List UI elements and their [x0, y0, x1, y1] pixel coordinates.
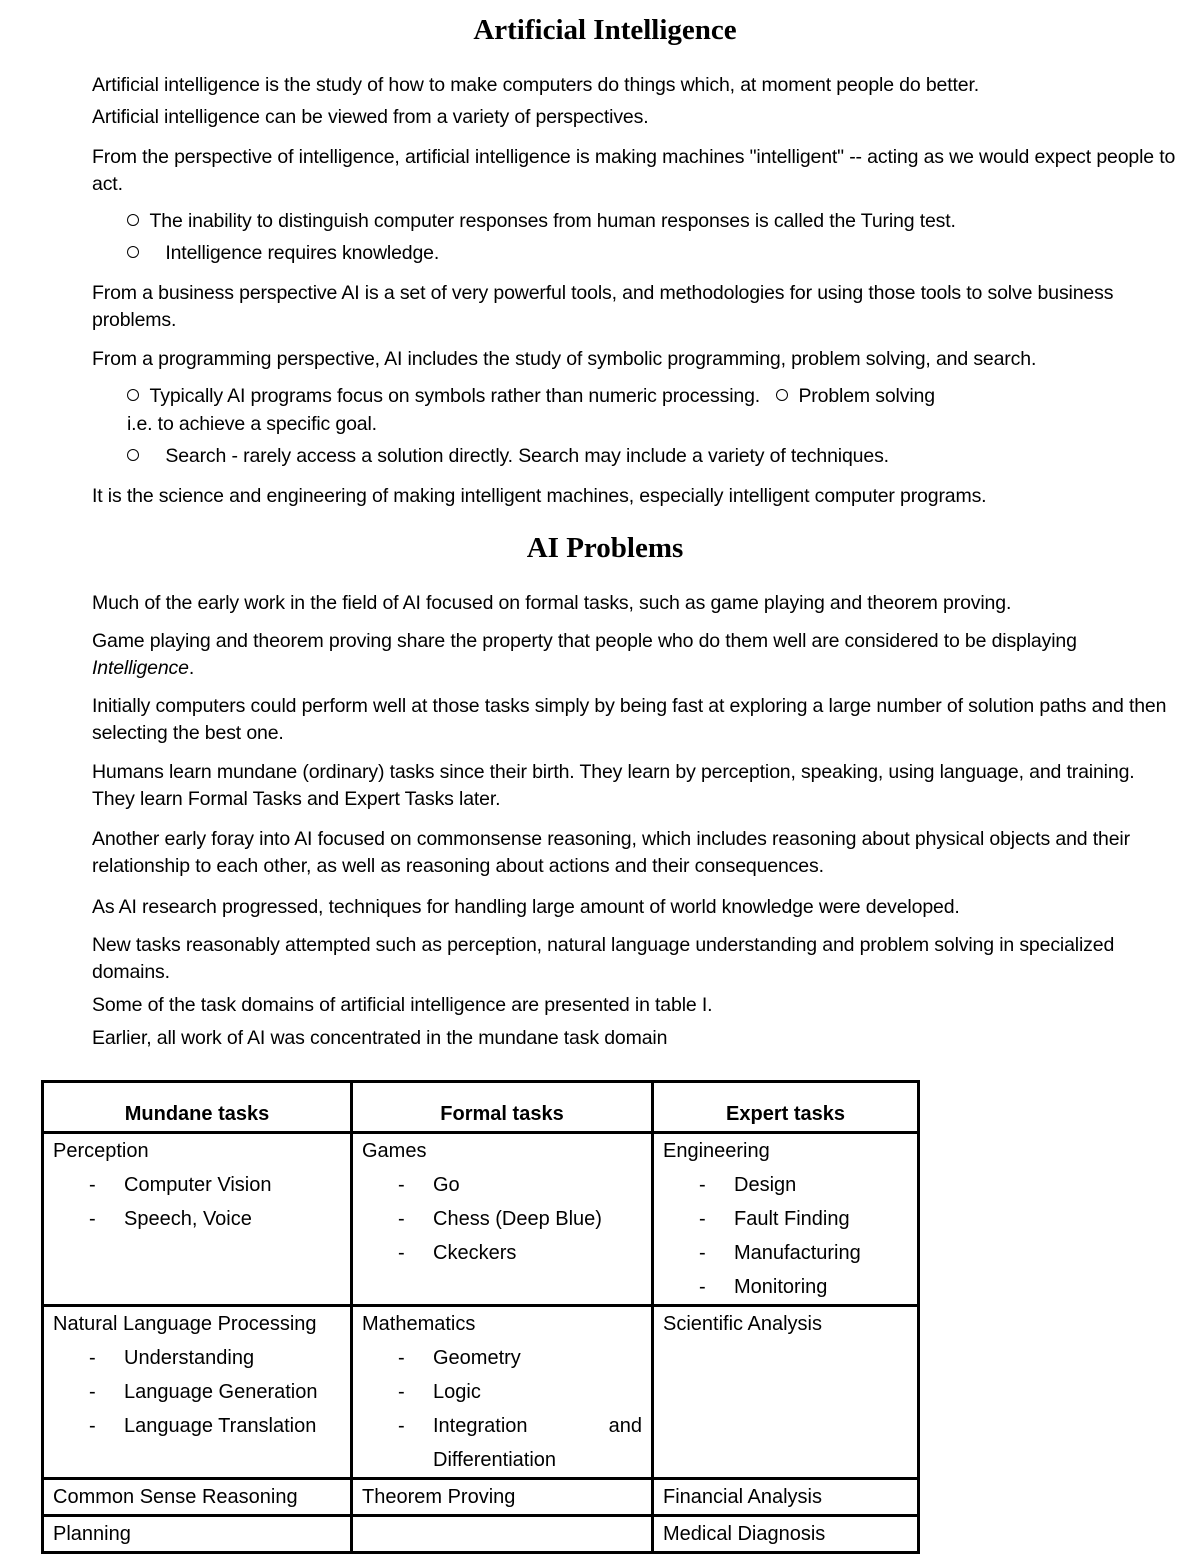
- problems-p2-text: Game playing and theorem proving share the property that people who do them well are considered to be displaying: [92, 630, 1077, 652]
- circle-bullet-icon: [127, 214, 139, 226]
- list-item-text: Monitoring: [734, 1276, 828, 1298]
- cell-heading: Engineering: [663, 1140, 770, 1162]
- list-item-text: Fault Finding: [734, 1208, 850, 1230]
- cell-heading: Financial Analysis: [663, 1486, 822, 1508]
- list-item: [362, 1341, 642, 1375]
- dash-marker: -: [398, 1208, 405, 1230]
- bullet-problem-solving-text: Problem solving: [798, 385, 935, 407]
- cell-heading: Common Sense Reasoning: [53, 1486, 298, 1508]
- dash-marker: -: [398, 1242, 405, 1264]
- cell-heading: Scientific Analysis: [663, 1313, 822, 1335]
- circle-bullet-icon: [127, 246, 139, 258]
- task-domains-table: [41, 1080, 920, 1554]
- problems-p4: Humans learn mundane (ordinary) tasks since their birth. They learn by perception, speaking, using language, and training. They learn Formal Tasks and Expert Tasks later.: [92, 761, 1135, 810]
- table-header-row: [43, 1082, 919, 1133]
- dash-marker: -: [398, 1381, 405, 1403]
- dash-marker: -: [89, 1347, 96, 1369]
- cell-heading: Natural Language Processing: [53, 1313, 317, 1335]
- dash-marker: -: [398, 1415, 405, 1437]
- table-cell: [43, 1306, 352, 1479]
- bullet-problem-solving-cont: i.e. to achieve a specific goal.: [127, 413, 377, 435]
- bullet-symbols: [127, 383, 935, 410]
- problems-p1: Much of the early work in the field of AI focused on formal tasks, such as game playing and theorem proving.: [92, 592, 1012, 614]
- table-cell: [352, 1133, 653, 1306]
- table-row: [43, 1133, 919, 1306]
- justified-line: [433, 1409, 642, 1443]
- bullet-turing: [127, 208, 956, 235]
- list-item-text: Geometry: [433, 1347, 521, 1369]
- perspective-intelligence: From the perspective of intelligence, artificial intelligence is making machines "intelligent" -- acting as we would expect people to act.: [92, 146, 1176, 195]
- intro-line-2: Artificial intelligence can be viewed from a variety of perspectives.: [92, 106, 649, 128]
- list-item-text: Logic: [433, 1381, 481, 1403]
- list-item: [362, 1168, 642, 1202]
- dash-marker: -: [89, 1174, 96, 1196]
- table-row: [43, 1479, 919, 1516]
- list-item-text: Language Translation: [124, 1415, 317, 1437]
- list-item: [53, 1341, 341, 1375]
- dash-marker: -: [699, 1174, 706, 1196]
- problems-p2-end: .: [188, 657, 195, 679]
- list-item-text: Go: [433, 1174, 460, 1196]
- cell-heading: Games: [362, 1140, 427, 1162]
- list-item-text: Chess (Deep Blue): [433, 1208, 602, 1230]
- table-cell: [653, 1133, 919, 1306]
- bullet-turing-text: The inability to distinguish computer responses from human responses is called the Turing test.: [149, 210, 956, 232]
- cell-heading: Medical Diagnosis: [663, 1523, 826, 1545]
- table-cell: [43, 1516, 352, 1553]
- table-row: [43, 1306, 919, 1479]
- business-perspective: From a business perspective AI is a set of very powerful tools, and methodologies for using those tools to solve business problems.: [92, 282, 1114, 331]
- list-item-text: Ckeckers: [433, 1242, 517, 1264]
- circle-bullet-icon: [776, 389, 788, 401]
- table-cell: [653, 1516, 919, 1553]
- bullet-knowledge-text: Intelligence requires knowledge.: [165, 242, 440, 264]
- table-cell: [352, 1306, 653, 1479]
- table-cell: [43, 1479, 352, 1516]
- cell-heading: Planning: [53, 1523, 131, 1545]
- bullet-symbols-text: Typically AI programs focus on symbols rather than numeric processing.: [149, 385, 761, 407]
- section-heading: AI Problems: [526, 532, 684, 564]
- list-item-text: Computer Vision: [124, 1174, 272, 1196]
- list-item-text: Design: [734, 1174, 797, 1196]
- header-mundane: Mundane tasks: [43, 1082, 352, 1133]
- dash-marker: -: [699, 1276, 706, 1298]
- header-formal: Formal tasks: [352, 1082, 653, 1133]
- dash-marker: -: [699, 1242, 706, 1264]
- dash-marker: -: [398, 1174, 405, 1196]
- list-item: [663, 1168, 908, 1202]
- list-item-text: and: [608, 1415, 642, 1437]
- header-expert: Expert tasks: [653, 1082, 919, 1133]
- table-cell: [653, 1479, 919, 1516]
- list-item: [53, 1409, 341, 1443]
- table-cell: [352, 1516, 653, 1553]
- problems-p6: As AI research progressed, techniques for handling large amount of world knowledge were developed.: [92, 896, 960, 918]
- dash-marker: -: [89, 1208, 96, 1230]
- dash-marker: -: [699, 1208, 706, 1230]
- list-item: [53, 1375, 341, 1409]
- bullet-knowledge: [127, 240, 439, 267]
- circle-bullet-icon: [127, 449, 139, 461]
- list-item: [663, 1270, 908, 1304]
- list-item: [362, 1202, 642, 1236]
- list-item: [663, 1202, 908, 1236]
- problems-p5: Another early foray into AI focused on commonsense reasoning, which includes reasoning about physical objects and their relationship to each other, as well as reasoning about actions and their consequences.: [92, 828, 1130, 877]
- list-item: [362, 1409, 642, 1477]
- problems-p8: Some of the task domains of artificial intelligence are presented in table I.: [92, 994, 713, 1016]
- problems-p9: Earlier, all work of AI was concentrated in the mundane task domain: [92, 1027, 668, 1049]
- list-item-text: Speech, Voice: [124, 1208, 252, 1230]
- list-item: [53, 1168, 341, 1202]
- list-item-text: Language Generation: [124, 1381, 318, 1403]
- programming-perspective: From a programming perspective, AI includes the study of symbolic programming, problem solving, and search.: [92, 348, 1037, 370]
- table-cell: [653, 1306, 919, 1479]
- cell-heading: Theorem Proving: [362, 1486, 516, 1508]
- problems-p3: Initially computers could perform well at those tasks simply by being fast at exploring a large number of solution paths and then selecting the best one.: [92, 695, 1167, 744]
- dash-marker: -: [398, 1347, 405, 1369]
- list-item-text: Understanding: [124, 1347, 255, 1369]
- list-item: [362, 1375, 642, 1409]
- intro-line-1: Artificial intelligence is the study of how to make computers do things which, at moment people do better.: [92, 74, 979, 96]
- dash-marker: -: [89, 1381, 96, 1403]
- list-item: [362, 1236, 642, 1270]
- cell-heading: Perception: [53, 1140, 149, 1162]
- page-title: Artificial Intelligence: [473, 14, 737, 46]
- list-item: [53, 1202, 341, 1236]
- problems-p2-italic: Intelligence: [92, 657, 189, 679]
- table-cell: [352, 1479, 653, 1516]
- bullet-search: [127, 443, 889, 470]
- list-item-text: Differentiation: [433, 1449, 557, 1471]
- table-cell: [43, 1133, 352, 1306]
- cell-heading: Mathematics: [362, 1313, 476, 1335]
- problems-p2: [92, 628, 1182, 682]
- science-definition: It is the science and engineering of making intelligent machines, especially intelligent computer programs.: [92, 485, 987, 507]
- list-item-text: Manufacturing: [734, 1242, 861, 1264]
- bullet-search-text: Search - rarely access a solution directly. Search may include a variety of techniques.: [165, 445, 889, 467]
- table-row: [43, 1516, 919, 1553]
- dash-marker: -: [89, 1415, 96, 1437]
- list-item: [663, 1236, 908, 1270]
- list-item-text: Integration: [433, 1415, 528, 1437]
- problems-p7: New tasks reasonably attempted such as perception, natural language understanding and problem solving in specialized domains.: [92, 934, 1115, 983]
- circle-bullet-icon: [127, 389, 139, 401]
